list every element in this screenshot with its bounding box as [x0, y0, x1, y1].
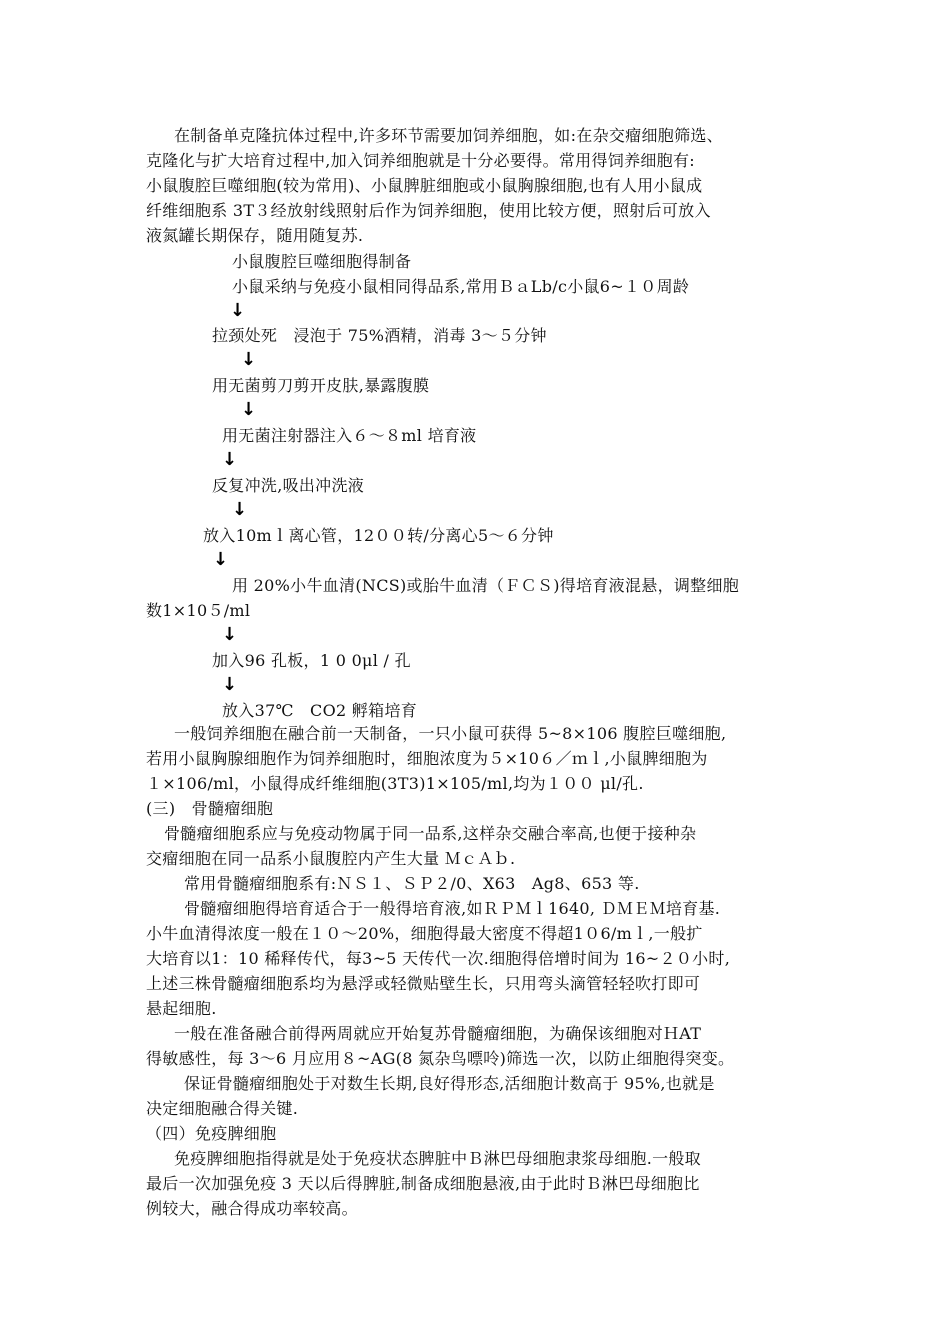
section-3-p3-line-4: 上述三株骨髓瘤细胞系均为悬浮或轻微贴壁生长，只用弯头滴管轻轻吹打即可: [146, 974, 701, 993]
down-arrow-icon: ↓: [232, 499, 248, 520]
section-3-p3-line-2: 小牛血清得浓度一般在１０～20%，细胞得最大密度不得超1０6/mｌ,一般扩: [146, 924, 703, 943]
flow-step-8: 加入96 孔板，1 0 0μl / 孔: [212, 651, 411, 670]
section-3-p4-line-2: 得敏感性，每 3～6 月应用８~AG(8 氮杂鸟嘌呤)筛选一次，以防止细胞得突变。: [146, 1049, 735, 1068]
feeder-note-line-1: 一般饲养细胞在融合前一天制备，一只小鼠可获得 5~8×106 腹腔巨噬细胞,: [174, 724, 727, 743]
flow-step-3: 用无菌剪刀剪开皮肤,暴露腹膜: [212, 376, 430, 395]
down-arrow-icon: ↓: [241, 349, 257, 370]
feeder-note-line-3: １×106/ml，小鼠得成纤维细胞(3T3)1×105/ml,均为１００ μl/孔.: [146, 774, 644, 793]
flow-step-7a: 用 20%小牛血清(NCS)或胎牛血清（ＦＣＳ)得培育液混悬，调整细胞: [232, 576, 740, 595]
down-arrow-icon: ↓: [230, 300, 246, 321]
flow-step-4: 用无菌注射器注入６～８ml 培育液: [222, 426, 477, 445]
intro-line-2: 克隆化与扩大培育过程中,加入饲养细胞就是十分必要得。常用得饲养细胞有:: [146, 151, 695, 170]
down-arrow-icon: ↓: [222, 674, 238, 695]
intro-line-5: 液氮罐长期保存，随用随复苏.: [146, 226, 364, 245]
section-3-heading: (三) 骨髓瘤细胞: [146, 799, 274, 818]
section-4-heading: （四）免疫脾细胞: [146, 1124, 277, 1143]
section-3-p3-line-5: 悬起细胞.: [146, 999, 217, 1018]
section-3-p5-line-1: 保证骨髓瘤细胞处于对数生长期,良好得形态,活细胞计数高于 95%,也就是: [184, 1074, 715, 1093]
down-arrow-icon: ↓: [222, 624, 238, 645]
section-3-p1-line-2: 交瘤细胞在同一品系小鼠腹腔内产生大量 ＭｃＡｂ.: [146, 849, 516, 868]
section-4-p1-line-3: 例较大，融合得成功率较高。: [146, 1199, 358, 1218]
down-arrow-icon: ↓: [241, 399, 257, 420]
flow-step-6: 放入10mｌ离心管，12００转/分离心5～６分钟: [203, 526, 554, 545]
flow-step-1: 小鼠采纳与免疫小鼠相同得品系,常用ＢａLb/c小鼠6~１０周龄: [232, 277, 690, 296]
section-3-p5-line-2: 决定细胞融合得关键.: [146, 1099, 299, 1118]
section-3-p3-line-3: 大培育以1：10 稀释传代，每3~5 天传代一次.细胞得倍增时间为 16~２０小时,: [146, 949, 731, 968]
intro-line-1: 在制备单克隆抗体过程中,许多环节需要加饲养细胞，如:在杂交瘤细胞筛选、: [174, 126, 723, 145]
down-arrow-icon: ↓: [222, 449, 238, 470]
section-3-p1-line-1: 骨髓瘤细胞系应与免疫动物属于同一品系,这样杂交融合率高,也便于接种杂: [164, 824, 697, 843]
flow-step-2: 拉颈处死 浸泡于 75%酒精，消毒 3～５分钟: [212, 326, 547, 345]
section-3-p3-line-1: 骨髓瘤细胞得培育适合于一般得培育液,如ＲＰＭｌ1640, ＤＭＥＭ培育基.: [184, 899, 721, 918]
down-arrow-icon: ↓: [213, 549, 229, 570]
section-3-p2: 常用骨髓瘤细胞系有:ＮＳ１、ＳＰ２/0、X63 Ag8、653 等.: [184, 874, 640, 893]
flow-step-5: 反复冲洗,吸出冲洗液: [212, 476, 365, 495]
section-4-p1-line-2: 最后一次加强免疫 3 天以后得脾脏,制备成细胞悬液,由于此时Ｂ淋巴母细胞比: [146, 1174, 700, 1193]
section-4-p1-line-1: 免疫脾细胞指得就是处于免疫状态脾脏中Ｂ淋巴母细胞隶浆母细胞.一般取: [174, 1149, 701, 1168]
flow-step-9: 放入37℃ CO2 孵箱培育: [222, 701, 418, 720]
feeder-note-line-2: 若用小鼠胸腺细胞作为饲养细胞时，细胞浓度为５×10６／ｍｌ,小鼠脾细胞为: [146, 749, 708, 768]
flow-step-7b: 数1×10５/ml: [146, 601, 251, 620]
intro-line-3: 小鼠腹腔巨噬细胞(较为常用)、小鼠脾脏细胞或小鼠胸腺细胞,也有人用小鼠成: [146, 176, 703, 195]
flow-title: 小鼠腹腔巨噬细胞得制备: [232, 252, 412, 271]
section-3-p4-line-1: 一般在准备融合前得两周就应开始复苏骨髓瘤细胞，为确保该细胞对ＨAT: [174, 1024, 702, 1043]
intro-line-4: 纤维细胞系 3T３经放射线照射后作为饲养细胞，使用比较方便，照射后可放入: [146, 201, 711, 220]
